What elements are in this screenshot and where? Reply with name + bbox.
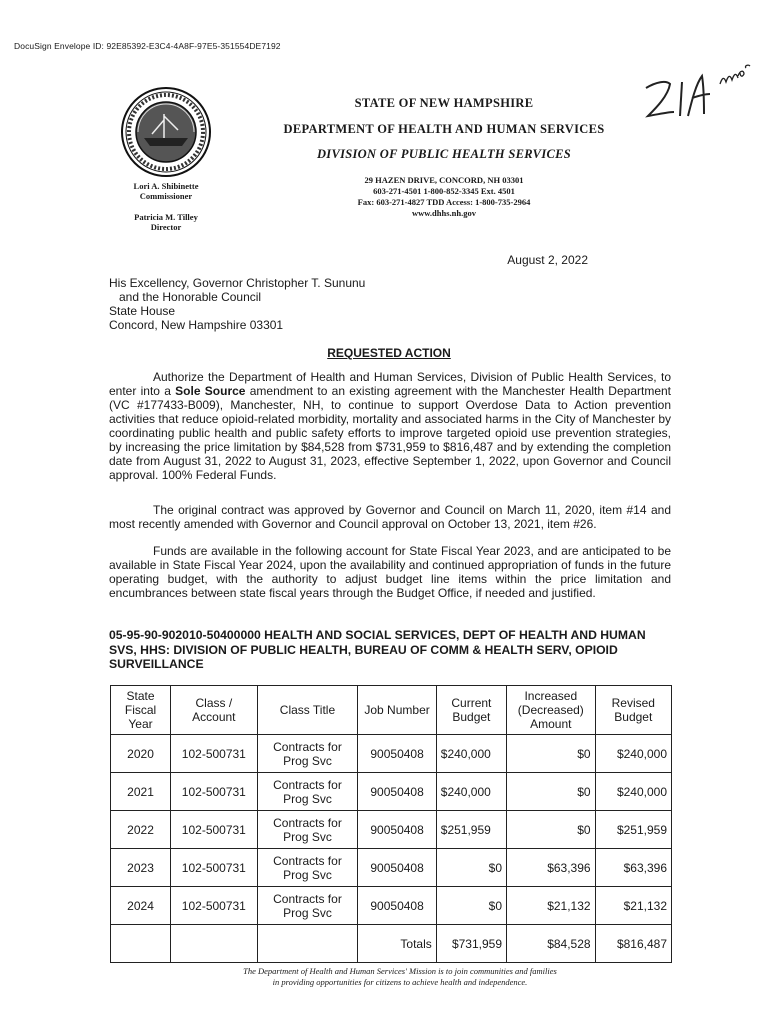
cell-year: 2020 bbox=[111, 735, 171, 773]
cell-increase: $0 bbox=[507, 773, 596, 811]
cell-year: 2022 bbox=[111, 811, 171, 849]
section-title: REQUESTED ACTION bbox=[327, 346, 451, 360]
cell-revised-budget: $251,959 bbox=[595, 811, 671, 849]
cell-account: 102-500731 bbox=[171, 849, 258, 887]
cell-year: 2024 bbox=[111, 887, 171, 925]
cell-revised-budget: $240,000 bbox=[595, 773, 671, 811]
paragraph-funds: Funds are available in the following account for State Fiscal Year 2023, and are anticipated to be available in State Fiscal Year 2024, upon the availability and continued appropriation of funds in the future operating budget, with the authority to adjust budget line items within the price limitation and encumbrances between state fiscal years through the Budget Office, if needed and justified. bbox=[109, 544, 671, 600]
header-current-budget: Current Budget bbox=[436, 686, 506, 735]
state-seal-logo bbox=[120, 86, 212, 178]
table-row bbox=[111, 735, 672, 773]
cell-class-title: Contracts for Prog Svc bbox=[257, 773, 358, 811]
letterhead-address: 29 HAZEN DRIVE, CONCORD, NH 03301 603-271-4501 1-800-852-3345 Ext. 4501 Fax: 603-271-4827 TDD Access: 1-800-735-2964 www.dhhs.nh.gov bbox=[357, 175, 531, 218]
cell-increase: $21,132 bbox=[507, 887, 596, 925]
table-totals-row bbox=[111, 925, 672, 963]
cell-empty bbox=[257, 925, 358, 963]
totals-label: Totals bbox=[358, 925, 436, 963]
cell-job-number: 90050408 bbox=[358, 811, 436, 849]
table-row bbox=[111, 773, 672, 811]
cell-current-budget: $240,000 bbox=[436, 773, 506, 811]
cell-increase: $0 bbox=[507, 811, 596, 849]
addressee-block: His Excellency, Governor Christopher T. Sununu and the Honorable Council State House Concord, New Hampshire 03301 bbox=[109, 276, 366, 332]
cell-job-number: 90050408 bbox=[358, 887, 436, 925]
paragraph-original-contract: The original contract was approved by Governor and Council on March 11, 2020, item #14 and most recently amended with Governor and Council approval on October 13, 2021, item #26. bbox=[109, 503, 671, 531]
cell-current-budget: $240,000 bbox=[436, 735, 506, 773]
letterhead-state: STATE OF NEW HAMPSHIRE bbox=[354, 96, 534, 110]
cell-current-budget: $0 bbox=[436, 887, 506, 925]
cell-empty bbox=[111, 925, 171, 963]
docusign-envelope-id: DocuSign Envelope ID: 92E85392-E3C4-4A8F-97E5-351554DE7192 bbox=[14, 41, 281, 51]
account-heading: 05-95-90-902010-50400000 HEALTH AND SOCIAL SERVICES, DEPT OF HEALTH AND HUMAN SVS, HHS: DIVISION OF PUBLIC HEALTH, BUREAU OF COMM & HEALTH SERV, OPIOID SURVEILLANCE bbox=[109, 628, 646, 671]
total-revised-budget: $816,487 bbox=[595, 925, 671, 963]
commissioner-block: Lori A. Shibinette Commissioner bbox=[133, 181, 199, 201]
table-row bbox=[111, 849, 672, 887]
total-current-budget: $731,959 bbox=[436, 925, 506, 963]
handwritten-annotation bbox=[640, 62, 758, 124]
cell-revised-budget: $240,000 bbox=[595, 735, 671, 773]
cell-increase: $0 bbox=[507, 735, 596, 773]
letterhead-division: DIVISION OF PUBLIC HEALTH SERVICES bbox=[316, 147, 572, 161]
cell-year: 2023 bbox=[111, 849, 171, 887]
cell-year: 2021 bbox=[111, 773, 171, 811]
header-increased-amount: Increased (Decreased) Amount bbox=[507, 686, 596, 735]
header-class-account: Class / Account bbox=[171, 686, 258, 735]
cell-revised-budget: $21,132 bbox=[595, 887, 671, 925]
letterhead-department: DEPARTMENT OF HEALTH AND HUMAN SERVICES bbox=[283, 122, 605, 136]
cell-job-number: 90050408 bbox=[358, 735, 436, 773]
cell-revised-budget: $63,396 bbox=[595, 849, 671, 887]
table-header-row bbox=[111, 686, 672, 735]
cell-current-budget: $0 bbox=[436, 849, 506, 887]
header-job-number: Job Number bbox=[358, 686, 436, 735]
cell-class-title: Contracts for Prog Svc bbox=[257, 811, 358, 849]
table-row bbox=[111, 887, 672, 925]
cell-account: 102-500731 bbox=[171, 773, 258, 811]
mission-footer: The Department of Health and Human Services' Mission is to join communities and families in providing opportunities for citizens to achieve health and independence. bbox=[243, 966, 557, 987]
paragraph-requested-action: Authorize the Department of Health and Human Services, Division of Public Health Services, to enter into a Sole Source amendment to an existing agreement with the Manchester Health Department (VC #177433-B009), Manchester, NH, to continue to support Overdose Data to Action prevention activities that reduce opioid-related morbidity, mortality and associated harms in the City of Manchester by coordinating public health and public safety efforts to improve targeted opioid use prevention strategies, by increasing the price limitation by $84,528 from $731,959 to $816,487 and by extending the completion date from August 31, 2022 to August 31, 2023, effective September 1, 2022, upon Governor and Council approval. 100% Federal Funds. bbox=[109, 370, 671, 482]
cell-account: 102-500731 bbox=[171, 735, 258, 773]
cell-job-number: 90050408 bbox=[358, 849, 436, 887]
cell-increase: $63,396 bbox=[507, 849, 596, 887]
director-block: Patricia M. Tilley Director bbox=[134, 212, 198, 232]
cell-class-title: Contracts for Prog Svc bbox=[257, 849, 358, 887]
header-revised-budget: Revised Budget bbox=[595, 686, 671, 735]
cell-account: 102-500731 bbox=[171, 811, 258, 849]
budget-table bbox=[110, 685, 672, 963]
header-fiscal-year: State Fiscal Year bbox=[111, 686, 171, 735]
cell-job-number: 90050408 bbox=[358, 773, 436, 811]
cell-class-title: Contracts for Prog Svc bbox=[257, 735, 358, 773]
total-increase: $84,528 bbox=[507, 925, 596, 963]
cell-class-title: Contracts for Prog Svc bbox=[257, 887, 358, 925]
table-row bbox=[111, 811, 672, 849]
cell-current-budget: $251,959 bbox=[436, 811, 506, 849]
letter-date: August 2, 2022 bbox=[507, 253, 588, 267]
header-class-title: Class Title bbox=[257, 686, 358, 735]
cell-empty bbox=[171, 925, 258, 963]
cell-account: 102-500731 bbox=[171, 887, 258, 925]
